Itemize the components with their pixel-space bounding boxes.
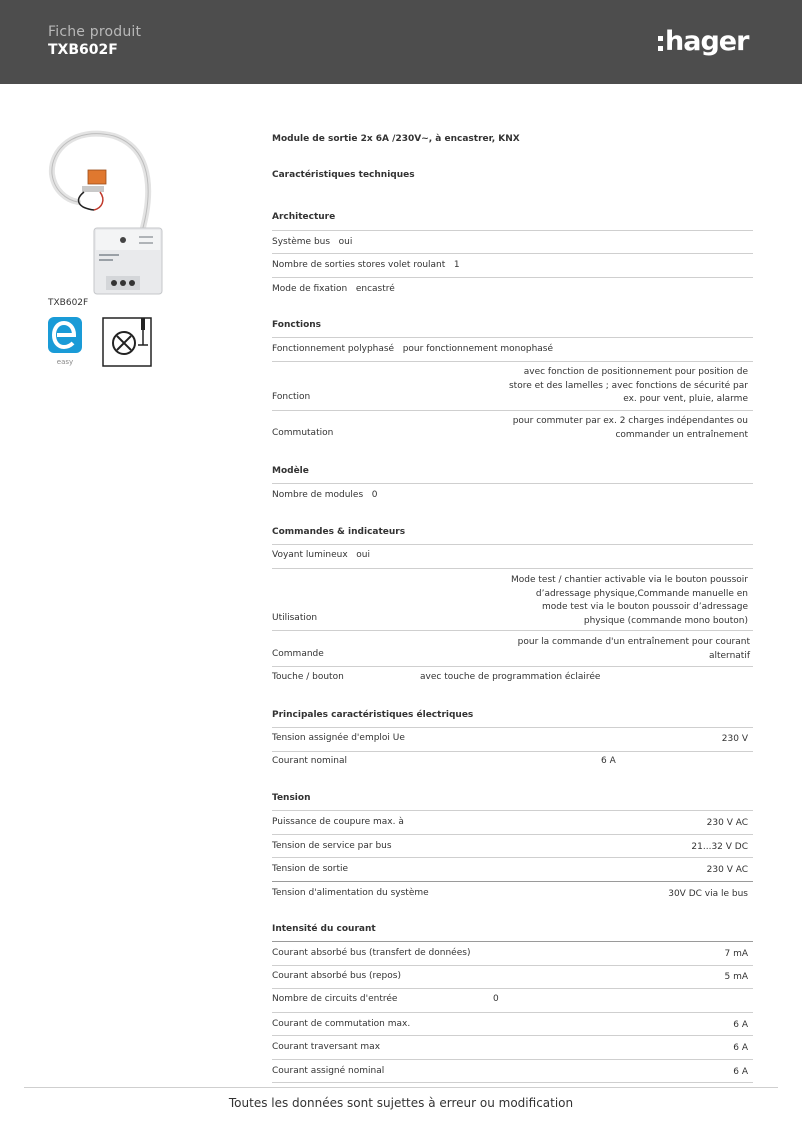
spec-label: Système bus — [272, 237, 331, 247]
product-reference-label: TXB602F — [48, 298, 89, 308]
spec-label: Tension de sortie — [272, 864, 349, 874]
spec-value: oui — [338, 237, 353, 247]
spec-label: Fonction — [272, 392, 311, 402]
spec-label: Courant nominal — [272, 756, 348, 766]
spec-value: 6 A — [733, 1067, 748, 1077]
spec-value: 5 mA — [724, 972, 748, 982]
spec-label: Nombre de modules — [272, 490, 364, 500]
spec-value: encastré — [355, 284, 395, 294]
spec-row — [272, 568, 753, 630]
spec-row — [272, 410, 753, 448]
logo-word: hager — [665, 25, 749, 57]
spec-label: Touche / bouton — [272, 672, 344, 682]
spec-row — [272, 834, 753, 857]
product-photo — [44, 130, 168, 298]
spec-label: Nombre de circuits d'entrée — [272, 994, 398, 1004]
spec-value: 230 V — [721, 734, 748, 744]
section-architecture: Architecture — [272, 212, 336, 222]
spec-label: Fonctionnement polyphasé — [272, 344, 395, 354]
spec-label: Courant de commutation max. — [272, 1019, 411, 1029]
spec-label: Tension d'alimentation du système — [272, 888, 429, 898]
spec-row — [272, 337, 753, 361]
spec-label: Commutation — [272, 428, 334, 438]
spec-value: Mode test / chantier activable via le bouton poussoir d’adressage physique,Commande manuelle en mode test via le bouton poussoir d’adressage physique (commande mono bouton) — [511, 575, 748, 626]
spec-value: 7 mA — [724, 949, 748, 959]
bus-device-icon — [102, 317, 152, 367]
spec-label: Courant absorbé bus (transfert de données) — [272, 948, 471, 958]
spec-label: Courant absorbé bus (repos) — [272, 971, 401, 981]
spec-row — [272, 941, 753, 965]
spec-value: 30V DC via le bus — [668, 889, 748, 899]
spec-row — [272, 1035, 753, 1059]
section-tension: Tension — [272, 793, 311, 803]
spec-row — [272, 361, 753, 410]
spec-value: 0 — [371, 490, 378, 500]
spec-row — [272, 483, 753, 507]
logo-dots — [658, 36, 663, 51]
footer-divider — [24, 1087, 778, 1088]
spec-row — [272, 253, 753, 277]
spec-row — [272, 988, 753, 1012]
spec-value: 21...32 V DC — [691, 842, 748, 852]
hager-logo — [658, 24, 748, 58]
spec-row — [272, 666, 753, 690]
spec-value: avec touche de programmation éclairée — [420, 672, 601, 682]
page-header — [0, 0, 802, 84]
spec-value: pour fonctionnement monophasé — [402, 344, 554, 354]
header-kicker: Fiche produit — [48, 24, 142, 40]
section-intensite: Intensité du courant — [272, 924, 376, 934]
spec-label: Utilisation — [272, 613, 318, 623]
spec-label: Courant traversant max — [272, 1042, 381, 1052]
spec-value: pour la commande d'un entraînement pour courant alternatif — [517, 637, 750, 661]
spec-row — [272, 881, 753, 905]
spec-row — [272, 857, 753, 881]
product-title: Module de sortie 2x 6A /230V~, à encastrer, KNX — [272, 134, 520, 144]
spec-label: Nombre de sorties stores volet roulant — [272, 260, 446, 270]
spec-label: Tension de service par bus — [272, 841, 392, 851]
spec-value: 230 V AC — [706, 818, 748, 828]
spec-value: 6 A — [601, 756, 616, 766]
section-modele: Modèle — [272, 466, 309, 476]
spec-row — [272, 230, 753, 253]
spec-row — [272, 544, 753, 568]
spec-value: pour commuter par ex. 2 charges indépendantes ou commander un entraînement — [512, 416, 748, 440]
footer-disclaimer: Toutes les données sont sujettes à erreur ou modification — [228, 1096, 574, 1110]
spec-row — [272, 751, 753, 773]
spec-row — [272, 1012, 753, 1035]
spec-row — [272, 727, 753, 751]
easy-caption: easy — [56, 358, 74, 366]
spec-row — [272, 630, 753, 666]
header-reference: TXB602F — [48, 42, 118, 58]
spec-value: oui — [356, 550, 370, 560]
spec-row — [272, 810, 753, 834]
spec-row — [272, 1059, 753, 1083]
spec-label: Mode de fixation — [272, 284, 348, 294]
caracteristiques-heading: Caractéristiques techniques — [272, 170, 415, 180]
spec-label: Commande — [272, 649, 324, 659]
spec-value: 230 V AC — [706, 865, 748, 875]
spec-label: Courant assigné nominal — [272, 1066, 385, 1076]
spec-value: avec fonction de positionnement pour position de store et des lamelles ; avec fonctions de sécurité par ex. pour vent, pluie, alarme — [508, 367, 748, 404]
spec-value: 6 A — [733, 1020, 748, 1030]
spec-row — [272, 277, 753, 300]
spec-label: Voyant lumineux — [272, 550, 348, 560]
spec-value: 0 — [493, 994, 499, 1004]
section-fonctions: Fonctions — [272, 320, 322, 330]
spec-value: 6 A — [733, 1043, 748, 1053]
easy-icon — [48, 317, 84, 367]
section-commandes: Commandes & indicateurs — [272, 527, 406, 537]
spec-row — [272, 965, 753, 988]
spec-label: Puissance de coupure max. à — [272, 817, 404, 827]
spec-label: Tension assignée d'emploi Ue — [272, 733, 405, 743]
section-electriques: Principales caractéristiques électriques — [272, 710, 474, 720]
spec-value: 1 — [453, 260, 460, 270]
